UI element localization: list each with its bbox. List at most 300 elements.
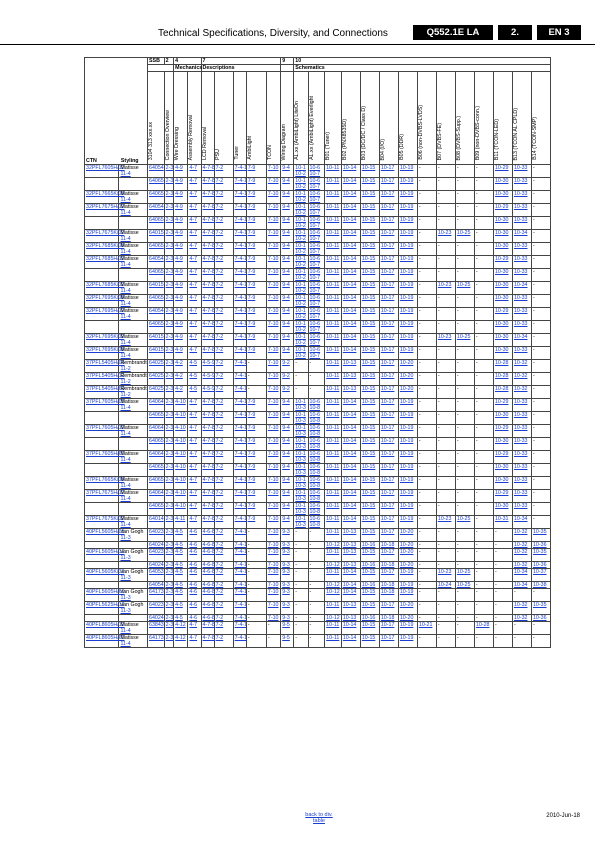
table-cell[interactable] bbox=[360, 308, 379, 321]
ctn-link[interactable]: 32PFL7665K/08 bbox=[85, 191, 119, 204]
table-cell[interactable] bbox=[266, 589, 280, 602]
table-cell[interactable] bbox=[164, 451, 174, 464]
cell-link[interactable]: 10-18 bbox=[380, 542, 395, 548]
cell-link[interactable]: 10-25 bbox=[456, 230, 471, 236]
cell-link[interactable]: 10-3 bbox=[295, 522, 306, 528]
table-cell[interactable] bbox=[360, 165, 379, 178]
table-cell[interactable] bbox=[294, 464, 308, 477]
table-cell[interactable] bbox=[360, 549, 379, 562]
table-cell[interactable] bbox=[164, 243, 174, 256]
table-cell[interactable] bbox=[188, 399, 201, 412]
cell-link[interactable]: 4-7-8 bbox=[202, 295, 215, 301]
cell-link[interactable]: 10-14 bbox=[342, 321, 357, 327]
cell-link[interactable]: 10-38 bbox=[532, 582, 547, 588]
table-cell[interactable] bbox=[360, 217, 379, 230]
table-cell[interactable] bbox=[214, 243, 233, 256]
table-cell[interactable] bbox=[512, 464, 531, 477]
table-cell[interactable] bbox=[281, 562, 294, 569]
cell-link[interactable]: 10-36 bbox=[532, 562, 547, 568]
cell-link[interactable]: 10-2 bbox=[295, 171, 306, 177]
cell-link[interactable]: 10-11 bbox=[326, 334, 340, 340]
table-cell[interactable] bbox=[308, 165, 325, 178]
cell-link[interactable]: 10-19 bbox=[399, 635, 414, 641]
cell-link[interactable]: 10-2 bbox=[295, 223, 306, 229]
cell-link[interactable]: 10-1 bbox=[295, 230, 306, 236]
table-cell[interactable] bbox=[379, 542, 398, 549]
cell-link[interactable]: 7-10 bbox=[267, 569, 279, 575]
table-cell[interactable] bbox=[164, 386, 174, 399]
table-cell[interactable] bbox=[188, 217, 201, 230]
table-cell[interactable] bbox=[148, 256, 165, 269]
table-cell[interactable] bbox=[341, 282, 360, 295]
cell-link[interactable]: 7-9 bbox=[247, 347, 256, 353]
table-cell[interactable] bbox=[493, 204, 512, 217]
table-cell[interactable] bbox=[531, 562, 550, 569]
cell-link[interactable]: 10-19 bbox=[399, 347, 414, 353]
cell-link[interactable]: 10-11 bbox=[326, 464, 340, 470]
table-cell[interactable] bbox=[455, 282, 474, 295]
table-cell[interactable] bbox=[325, 412, 342, 425]
table-cell[interactable] bbox=[164, 516, 174, 529]
table-cell[interactable] bbox=[281, 503, 294, 516]
cell-link[interactable]: 4-5 bbox=[175, 615, 183, 621]
cell-link[interactable]: 9-4 bbox=[282, 334, 290, 340]
table-cell[interactable] bbox=[148, 373, 165, 386]
cell-link[interactable]: 2-3 bbox=[165, 321, 174, 327]
table-cell[interactable] bbox=[294, 243, 308, 256]
table-cell[interactable] bbox=[214, 542, 233, 549]
cell-link[interactable]: 10-6 bbox=[309, 334, 321, 340]
table-cell[interactable] bbox=[174, 412, 188, 425]
cell-link[interactable]: 10-6 bbox=[309, 347, 321, 353]
cell-link[interactable]: 10-34 bbox=[513, 282, 528, 288]
ctn-link[interactable]: 32PFL7685K/02 bbox=[85, 282, 119, 295]
cell-link[interactable]: 7-2 bbox=[215, 334, 224, 340]
table-cell[interactable] bbox=[379, 204, 398, 217]
table-cell[interactable] bbox=[201, 295, 214, 308]
table-cell[interactable] bbox=[174, 191, 188, 204]
cell-link[interactable]: 2-3 bbox=[165, 582, 174, 588]
table-cell[interactable] bbox=[201, 516, 214, 529]
cell-link[interactable]: 2-3 bbox=[165, 490, 174, 496]
cell-link[interactable]: 4-7 bbox=[189, 230, 198, 236]
cell-link[interactable]: 7-2 bbox=[215, 386, 224, 392]
table-cell[interactable] bbox=[512, 425, 531, 438]
table-cell[interactable] bbox=[281, 516, 294, 529]
cell-link[interactable]: 2-3 bbox=[165, 477, 174, 483]
cell-link[interactable]: 10-1 bbox=[295, 464, 306, 470]
table-cell[interactable] bbox=[148, 622, 165, 635]
table-cell[interactable] bbox=[294, 321, 308, 334]
table-cell[interactable] bbox=[379, 503, 398, 516]
ctn-link[interactable]: 40PFL5605K/02 bbox=[85, 569, 119, 582]
table-cell[interactable] bbox=[233, 295, 246, 308]
table-cell[interactable] bbox=[266, 516, 280, 529]
cell-link[interactable]: 7-10 bbox=[267, 516, 279, 522]
cell-link[interactable]: 4-12 bbox=[175, 622, 186, 628]
cell-link[interactable]: 10-6 bbox=[309, 204, 321, 210]
table-cell[interactable] bbox=[360, 412, 379, 425]
cell-link[interactable]: 10-17 bbox=[380, 269, 395, 275]
table-cell[interactable] bbox=[188, 308, 201, 321]
table-cell[interactable] bbox=[188, 178, 201, 191]
table-cell[interactable] bbox=[493, 230, 512, 243]
cell-link[interactable]: 10-2 bbox=[295, 249, 306, 255]
cell-link[interactable]: 10-15 bbox=[361, 217, 376, 223]
cell-link[interactable]: 10-3 bbox=[295, 509, 306, 515]
cell-link[interactable]: 64065 bbox=[149, 503, 164, 509]
table-cell[interactable] bbox=[325, 399, 342, 412]
table-cell[interactable] bbox=[164, 399, 174, 412]
table-cell[interactable] bbox=[233, 347, 246, 360]
table-cell[interactable] bbox=[164, 529, 174, 542]
cell-link[interactable]: 10-14 bbox=[342, 477, 357, 483]
table-cell[interactable] bbox=[266, 308, 280, 321]
table-cell[interactable] bbox=[341, 503, 360, 516]
cell-link[interactable]: 4-5 bbox=[189, 373, 198, 379]
table-cell[interactable] bbox=[201, 204, 214, 217]
cell-link[interactable]: 2-3 bbox=[165, 529, 174, 535]
table-cell[interactable] bbox=[294, 282, 308, 295]
cell-link[interactable]: 10-15 bbox=[361, 464, 376, 470]
cell-link[interactable]: 7-2 bbox=[215, 425, 224, 431]
table-cell[interactable] bbox=[455, 582, 474, 589]
table-cell[interactable] bbox=[341, 334, 360, 347]
table-cell[interactable] bbox=[341, 549, 360, 562]
cell-link[interactable]: 10-19 bbox=[399, 165, 414, 171]
cell-link[interactable]: 9-3 bbox=[282, 569, 290, 575]
cell-link[interactable]: 10-15 bbox=[361, 622, 376, 628]
cell-link[interactable]: 7-9 bbox=[247, 477, 256, 483]
table-cell[interactable] bbox=[398, 334, 417, 347]
ctn-link[interactable]: 32PFL7605H/12 bbox=[85, 165, 119, 178]
table-cell[interactable] bbox=[281, 217, 294, 230]
table-cell[interactable] bbox=[266, 477, 280, 490]
table-cell[interactable] bbox=[148, 308, 165, 321]
table-cell[interactable] bbox=[325, 334, 342, 347]
table-cell[interactable] bbox=[174, 615, 188, 622]
cell-link[interactable]: 4-10 bbox=[175, 438, 186, 444]
cell-link[interactable]: 4-6 bbox=[189, 602, 198, 608]
table-cell[interactable] bbox=[379, 529, 398, 542]
cell-link[interactable]: 10-33 bbox=[513, 269, 528, 275]
table-cell[interactable] bbox=[379, 490, 398, 503]
table-cell[interactable] bbox=[325, 217, 342, 230]
table-cell[interactable] bbox=[360, 178, 379, 191]
cell-link[interactable]: 10-1 bbox=[295, 217, 306, 223]
table-cell[interactable] bbox=[164, 549, 174, 562]
cell-link[interactable]: 10-6 bbox=[309, 230, 321, 236]
table-cell[interactable] bbox=[281, 347, 294, 360]
table-cell[interactable] bbox=[531, 529, 550, 542]
table-cell[interactable] bbox=[341, 295, 360, 308]
cell-link[interactable]: 10-13 bbox=[342, 360, 357, 366]
table-cell[interactable] bbox=[379, 256, 398, 269]
table-cell[interactable] bbox=[164, 477, 174, 490]
table-cell[interactable] bbox=[379, 217, 398, 230]
table-cell[interactable] bbox=[308, 282, 325, 295]
table-cell[interactable] bbox=[398, 562, 417, 569]
table-cell[interactable] bbox=[281, 451, 294, 464]
table-cell[interactable] bbox=[493, 191, 512, 204]
table-cell[interactable] bbox=[164, 321, 174, 334]
table-cell[interactable] bbox=[281, 438, 294, 451]
cell-link[interactable]: 10-33 bbox=[513, 412, 528, 418]
cell-link[interactable]: 10-13 bbox=[342, 386, 357, 392]
cell-link[interactable]: 10-3 bbox=[295, 418, 306, 424]
table-cell[interactable] bbox=[493, 217, 512, 230]
cell-link[interactable]: 2-3 bbox=[165, 230, 174, 236]
table-cell[interactable] bbox=[281, 582, 294, 589]
cell-link[interactable]: 64064 bbox=[149, 490, 164, 496]
table-cell[interactable] bbox=[512, 178, 531, 191]
cell-link[interactable]: 10-29 bbox=[494, 490, 509, 496]
table-cell[interactable] bbox=[325, 569, 342, 582]
cell-link[interactable]: 7-9 bbox=[247, 256, 256, 262]
table-cell[interactable] bbox=[341, 191, 360, 204]
cell-link[interactable]: 7-2 bbox=[215, 282, 224, 288]
cell-link[interactable]: 10-19 bbox=[399, 516, 414, 522]
cell-link[interactable]: 10-31 bbox=[494, 516, 509, 522]
cell-link[interactable]: 4-7 bbox=[189, 425, 198, 431]
cell-link[interactable]: 4-7-8 bbox=[202, 490, 215, 496]
table-cell[interactable] bbox=[214, 282, 233, 295]
table-cell[interactable] bbox=[214, 582, 233, 589]
cell-link[interactable]: 10-15 bbox=[361, 360, 376, 366]
cell-link[interactable]: 4-5 bbox=[175, 582, 183, 588]
table-cell[interactable] bbox=[341, 490, 360, 503]
table-cell[interactable] bbox=[398, 399, 417, 412]
table-cell[interactable] bbox=[266, 602, 280, 615]
cell-link[interactable]: 10-32 bbox=[513, 542, 528, 548]
table-cell[interactable] bbox=[201, 490, 214, 503]
table-cell[interactable] bbox=[308, 230, 325, 243]
styling-page-link[interactable]: 11-4 bbox=[120, 249, 131, 255]
cell-link[interactable]: 10-1 bbox=[295, 425, 306, 431]
table-cell[interactable] bbox=[148, 516, 165, 529]
cell-link[interactable]: 9-4 bbox=[282, 347, 290, 353]
cell-link[interactable]: 10-20 bbox=[399, 615, 414, 621]
table-cell[interactable] bbox=[360, 360, 379, 373]
cell-link[interactable]: 10-32 bbox=[513, 373, 528, 379]
table-cell[interactable] bbox=[493, 438, 512, 451]
table-cell[interactable] bbox=[148, 549, 165, 562]
cell-link[interactable]: 10-14 bbox=[342, 635, 357, 641]
cell-link[interactable]: 10-19 bbox=[399, 569, 414, 575]
table-cell[interactable] bbox=[436, 582, 455, 589]
table-cell[interactable] bbox=[148, 243, 165, 256]
table-cell[interactable] bbox=[201, 635, 214, 648]
ctn-link[interactable]: 32PFL7685K/08 bbox=[85, 243, 119, 256]
table-cell[interactable] bbox=[308, 425, 325, 438]
cell-link[interactable]: 7-4-1 bbox=[234, 243, 247, 249]
ctn-link[interactable]: 32PFL7695H/12 bbox=[85, 308, 119, 321]
table-cell[interactable] bbox=[148, 269, 165, 282]
table-cell[interactable] bbox=[164, 165, 174, 178]
ctn-link[interactable]: 37PFL5405H/60 bbox=[85, 386, 119, 399]
table-cell[interactable] bbox=[201, 602, 214, 615]
cell-link[interactable]: 10-19 bbox=[399, 256, 414, 262]
table-cell[interactable] bbox=[201, 321, 214, 334]
cell-link[interactable]: 64015 bbox=[149, 230, 164, 236]
table-cell[interactable] bbox=[266, 191, 280, 204]
table-cell[interactable] bbox=[512, 217, 531, 230]
cell-link[interactable]: 10-6 bbox=[309, 516, 321, 522]
table-cell[interactable] bbox=[341, 412, 360, 425]
cell-link[interactable]: 10-30 bbox=[494, 464, 509, 470]
cell-link[interactable]: 7-10 bbox=[267, 282, 279, 288]
table-cell[interactable] bbox=[246, 269, 266, 282]
cell-link[interactable]: 10-7 bbox=[309, 184, 321, 190]
cell-link[interactable]: 10-2 bbox=[295, 314, 306, 320]
cell-link[interactable]: 10-1 bbox=[295, 399, 306, 405]
cell-link[interactable]: 4-12 bbox=[175, 635, 186, 641]
cell-link[interactable]: 10-15 bbox=[361, 295, 376, 301]
table-cell[interactable] bbox=[281, 622, 294, 635]
table-cell[interactable] bbox=[281, 635, 294, 648]
table-cell[interactable] bbox=[398, 204, 417, 217]
cell-link[interactable]: 10-15 bbox=[361, 334, 376, 340]
table-cell[interactable] bbox=[294, 217, 308, 230]
cell-link[interactable]: 4-9 bbox=[175, 204, 183, 210]
cell-link[interactable]: 10-34 bbox=[513, 230, 528, 236]
cell-link[interactable]: 7-4-1 bbox=[234, 282, 247, 288]
table-cell[interactable] bbox=[148, 217, 165, 230]
cell-link[interactable]: 10-35 bbox=[532, 529, 547, 535]
table-cell[interactable] bbox=[325, 451, 342, 464]
cell-link[interactable]: 4-9 bbox=[175, 295, 183, 301]
cell-link[interactable]: 64023 bbox=[149, 549, 164, 555]
table-cell[interactable] bbox=[398, 425, 417, 438]
cell-link[interactable]: 7-9 bbox=[247, 243, 256, 249]
table-cell[interactable] bbox=[294, 347, 308, 360]
cell-link[interactable]: 4-6 bbox=[189, 562, 198, 568]
table-cell[interactable] bbox=[325, 386, 342, 399]
table-cell[interactable] bbox=[360, 399, 379, 412]
table-cell[interactable] bbox=[512, 438, 531, 451]
table-cell[interactable] bbox=[214, 622, 233, 635]
cell-link[interactable]: 10-2 bbox=[295, 197, 306, 203]
cell-link[interactable]: 4-9 bbox=[175, 282, 183, 288]
table-cell[interactable] bbox=[266, 256, 280, 269]
table-cell[interactable] bbox=[341, 464, 360, 477]
table-cell[interactable] bbox=[398, 451, 417, 464]
table-cell[interactable] bbox=[281, 569, 294, 582]
table-cell[interactable] bbox=[308, 204, 325, 217]
table-cell[interactable] bbox=[379, 178, 398, 191]
cell-link[interactable]: 2-3 bbox=[165, 425, 174, 431]
table-cell[interactable] bbox=[379, 191, 398, 204]
table-cell[interactable] bbox=[164, 308, 174, 321]
table-cell[interactable] bbox=[294, 399, 308, 412]
styling-page-link[interactable]: 11-4 bbox=[120, 197, 131, 203]
cell-link[interactable]: 64054 bbox=[149, 165, 164, 171]
cell-link[interactable]: 10-6 bbox=[309, 178, 321, 184]
cell-link[interactable]: 4-9 bbox=[175, 269, 183, 275]
table-cell[interactable] bbox=[325, 256, 342, 269]
table-cell[interactable] bbox=[188, 635, 201, 648]
table-cell[interactable] bbox=[201, 256, 214, 269]
cell-link[interactable]: 10-2 bbox=[295, 301, 306, 307]
table-cell[interactable] bbox=[379, 582, 398, 589]
cell-link[interactable]: 4-7 bbox=[189, 191, 198, 197]
cell-link[interactable]: 2-3 bbox=[165, 217, 174, 223]
table-cell[interactable] bbox=[360, 386, 379, 399]
table-cell[interactable] bbox=[233, 589, 246, 602]
table-cell[interactable] bbox=[266, 464, 280, 477]
styling-page-link[interactable]: 11-4 bbox=[120, 353, 131, 359]
cell-link[interactable]: 10-14 bbox=[342, 282, 357, 288]
cell-link[interactable]: 4-7 bbox=[189, 282, 198, 288]
cell-link[interactable]: 10-19 bbox=[399, 464, 414, 470]
cell-link[interactable]: 10-1 bbox=[295, 295, 306, 301]
cell-link[interactable]: 4-5 bbox=[175, 569, 183, 575]
cell-link[interactable]: 4-7-8 bbox=[202, 204, 215, 210]
cell-link[interactable]: 10-17 bbox=[380, 191, 395, 197]
cell-link[interactable]: 10-11 bbox=[326, 490, 340, 496]
table-cell[interactable] bbox=[174, 635, 188, 648]
cell-link[interactable]: 10-15 bbox=[361, 549, 376, 555]
table-cell[interactable] bbox=[325, 373, 342, 386]
table-cell[interactable] bbox=[308, 516, 325, 529]
table-cell[interactable] bbox=[164, 269, 174, 282]
cell-link[interactable]: 9-4 bbox=[282, 451, 290, 457]
table-cell[interactable] bbox=[308, 191, 325, 204]
cell-link[interactable]: 7-10 bbox=[267, 412, 279, 418]
cell-link[interactable]: 7-4-1 bbox=[234, 256, 247, 262]
cell-link[interactable]: 10-6 bbox=[309, 425, 321, 431]
cell-link[interactable]: 9-4 bbox=[282, 204, 290, 210]
table-cell[interactable] bbox=[281, 321, 294, 334]
styling-page-link[interactable]: 11-4 bbox=[120, 496, 131, 502]
cell-link[interactable]: 9-3 bbox=[282, 589, 290, 595]
cell-link[interactable]: 7-4-1 bbox=[234, 438, 247, 444]
table-cell[interactable] bbox=[455, 230, 474, 243]
table-cell[interactable] bbox=[341, 438, 360, 451]
table-cell[interactable] bbox=[281, 615, 294, 622]
table-cell[interactable] bbox=[266, 615, 280, 622]
table-cell[interactable] bbox=[398, 542, 417, 549]
cell-link[interactable]: 10-19 bbox=[399, 589, 414, 595]
cell-link[interactable]: 10-6 bbox=[309, 217, 321, 223]
table-cell[interactable] bbox=[512, 165, 531, 178]
table-cell[interactable] bbox=[281, 399, 294, 412]
table-cell[interactable] bbox=[493, 373, 512, 386]
table-cell[interactable] bbox=[512, 347, 531, 360]
table-cell[interactable] bbox=[512, 477, 531, 490]
cell-link[interactable]: 10-1 bbox=[295, 451, 306, 457]
cell-link[interactable]: 10-8 bbox=[309, 522, 321, 528]
table-cell[interactable] bbox=[188, 503, 201, 516]
table-cell[interactable] bbox=[233, 529, 246, 542]
cell-link[interactable]: 7-10 bbox=[267, 582, 279, 588]
table-cell[interactable] bbox=[201, 622, 214, 635]
table-cell[interactable] bbox=[188, 165, 201, 178]
cell-link[interactable]: 10-35 bbox=[532, 549, 547, 555]
table-cell[interactable] bbox=[436, 334, 455, 347]
cell-link[interactable]: 9-4 bbox=[282, 464, 290, 470]
table-cell[interactable] bbox=[266, 490, 280, 503]
table-cell[interactable] bbox=[201, 334, 214, 347]
table-cell[interactable] bbox=[174, 542, 188, 549]
table-cell[interactable] bbox=[512, 516, 531, 529]
table-cell[interactable] bbox=[294, 425, 308, 438]
table-cell[interactable] bbox=[308, 217, 325, 230]
cell-link[interactable]: 10-17 bbox=[380, 438, 395, 444]
cell-link[interactable]: 10-8 bbox=[309, 509, 321, 515]
table-cell[interactable] bbox=[188, 549, 201, 562]
cell-link[interactable]: 10-23 bbox=[437, 334, 452, 340]
